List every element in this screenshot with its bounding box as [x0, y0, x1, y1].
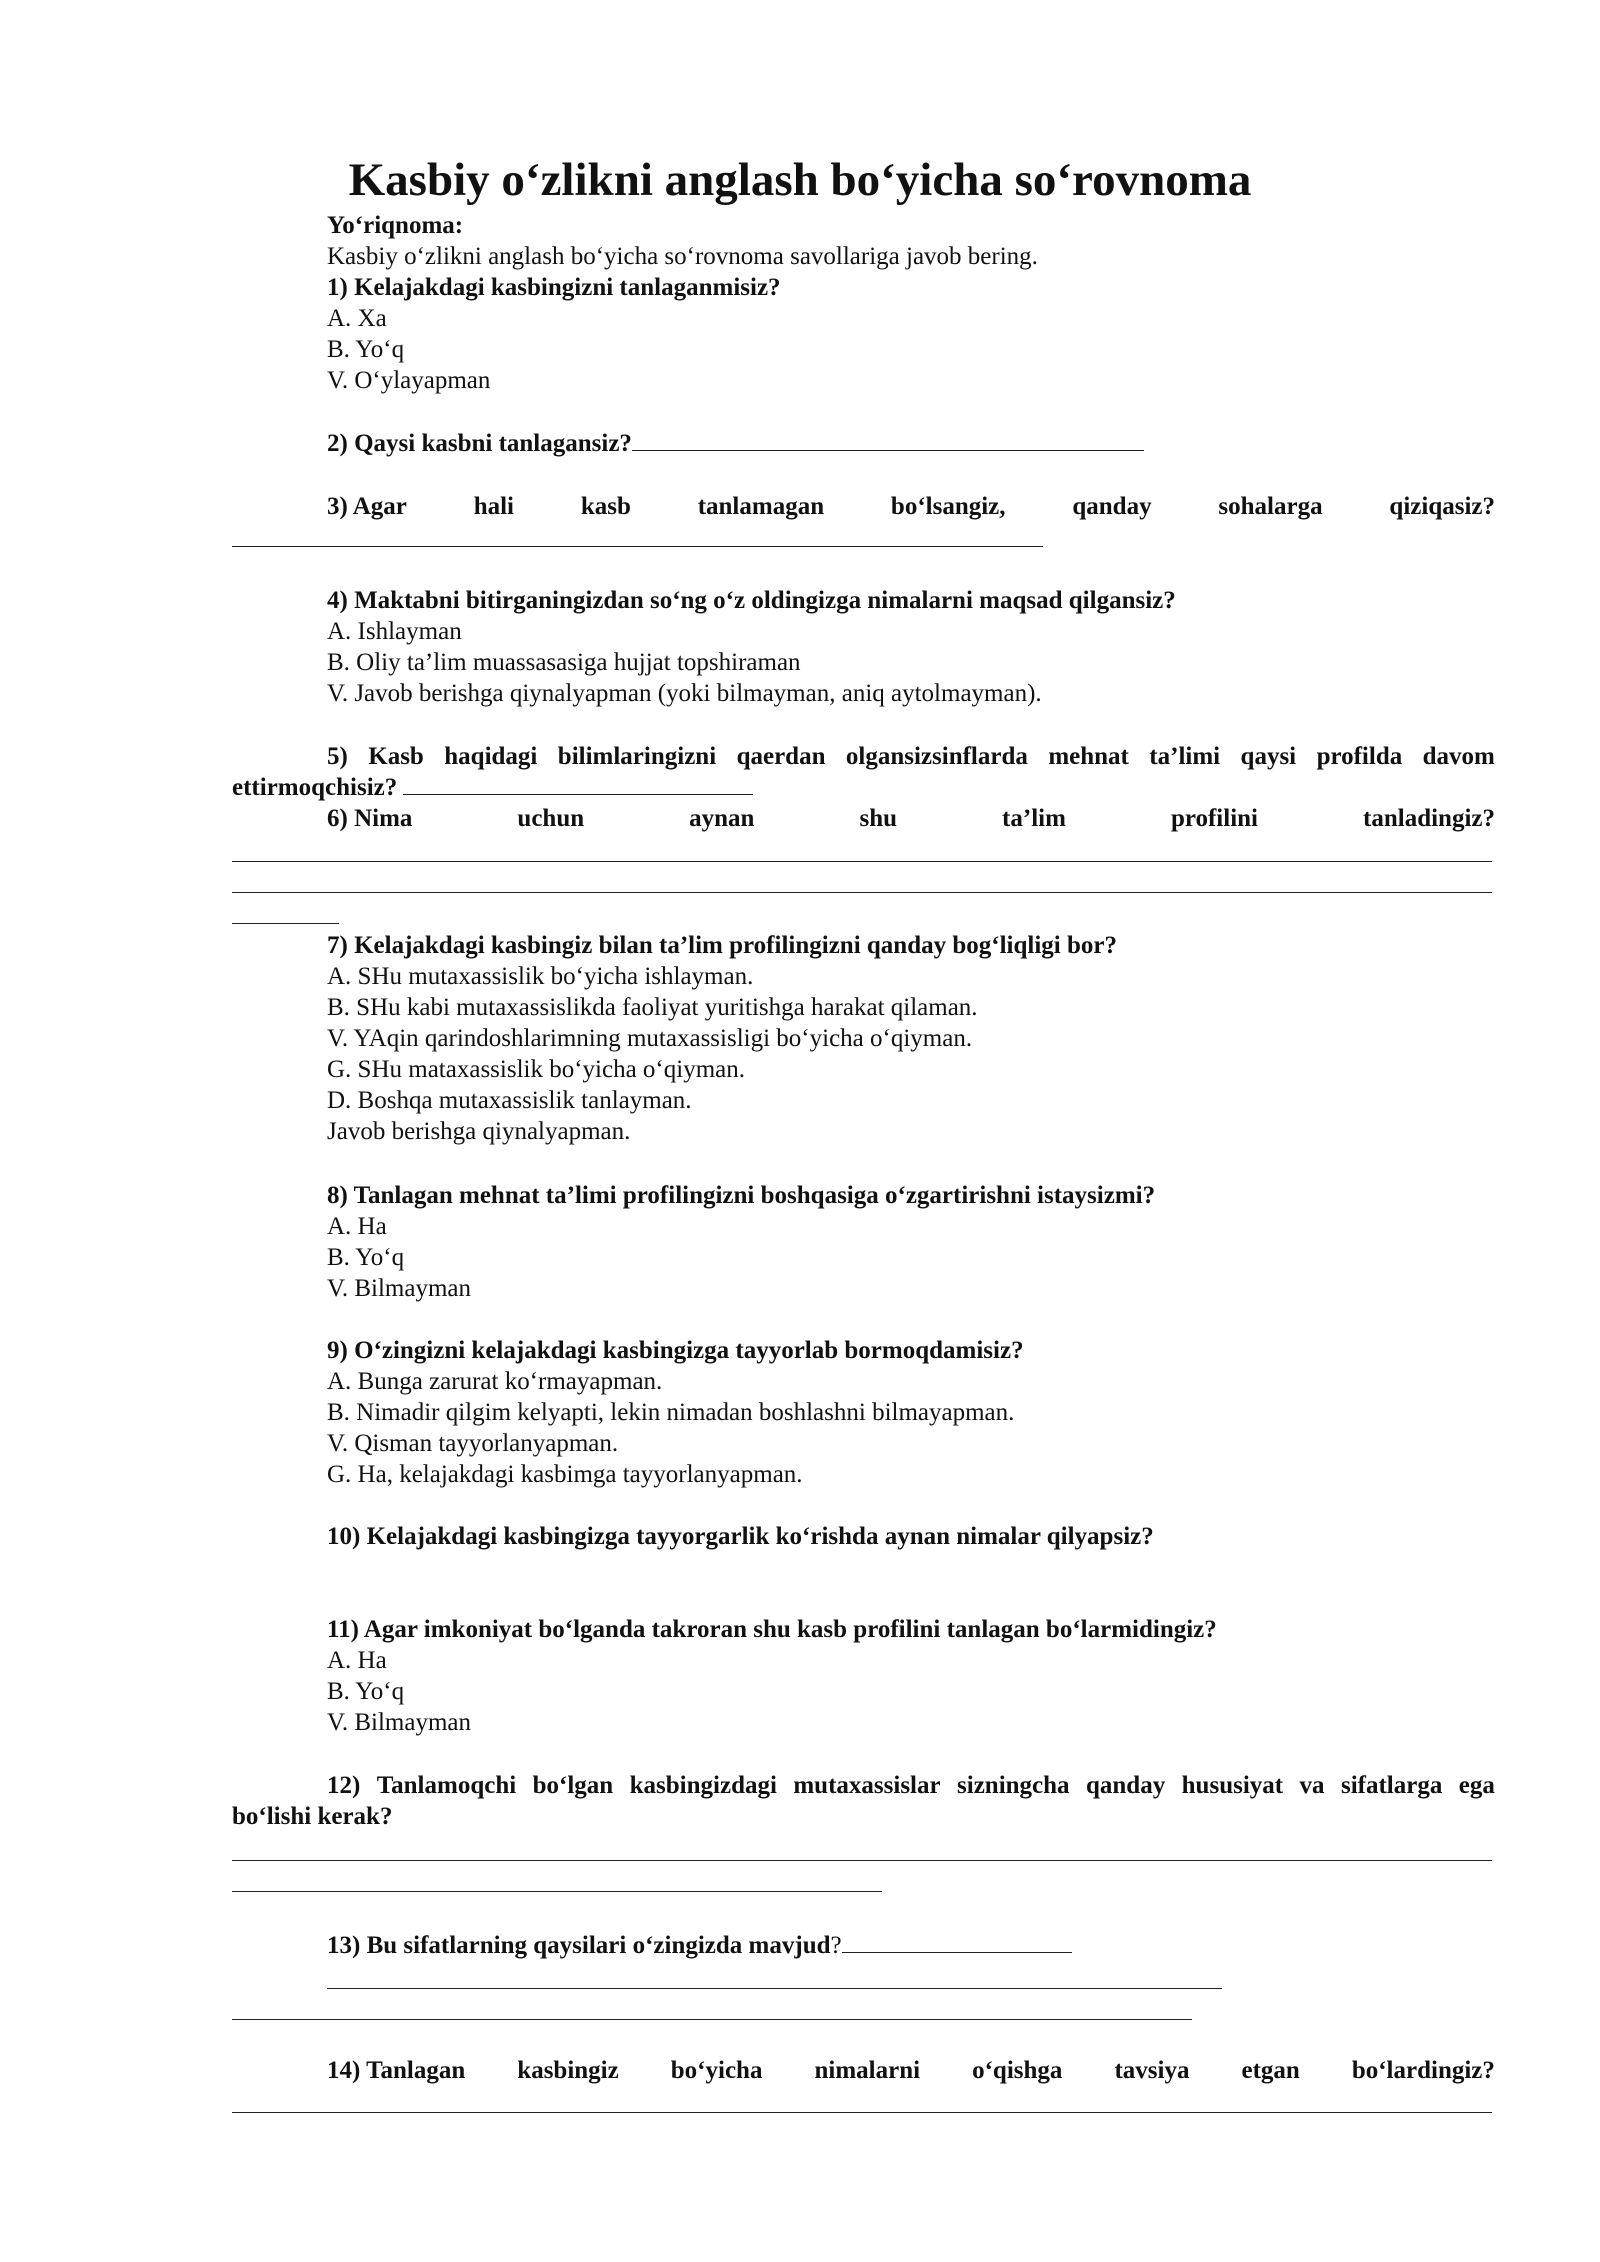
question-12-continuation: bo‘lishi kerak? — [232, 1803, 393, 1830]
answer-line-q13-inline[interactable] — [842, 1930, 1072, 1953]
answer-line-q2[interactable] — [632, 428, 1144, 451]
q14-word: 14) Tanlagan — [327, 2057, 466, 2084]
question-2 — [327, 428, 1144, 459]
q12-word: sizningcha — [957, 1772, 1070, 1799]
q5-word: ta’limi — [1149, 743, 1221, 770]
q5-word: profilda — [1316, 743, 1403, 770]
q6-word: 6) Nima — [327, 805, 413, 832]
q6-word: ta’lim — [1002, 805, 1066, 832]
q9-option-v: V. Qisman tayyorlanyapman. — [327, 1430, 619, 1457]
page-title: Kasbiy o‘zlikni anglash bo‘yicha so‘rovnoma — [348, 154, 1252, 206]
q9-option-a: A. Bunga zarurat ko‘rmayapman. — [327, 1368, 663, 1395]
q12-word: bo‘lgan — [532, 1772, 614, 1799]
instruction-text: Kasbiy o‘zlikni anglash bo‘yicha so‘rovnoma savollariga javob bering. — [327, 243, 1038, 270]
q5-word: qaerdan — [736, 743, 826, 770]
q12-word: kasbingizdagi — [629, 1772, 777, 1799]
q3-word: hali — [473, 493, 514, 520]
q12-word: va — [1299, 1772, 1325, 1799]
q11-option-v: V. Bilmayman — [327, 1709, 471, 1736]
q5-word: 5) — [327, 743, 348, 770]
question-1: 1) Kelajakdagi kasbingizni tanlaganmisiz? — [327, 274, 781, 301]
q12-word: qanday — [1086, 1772, 1166, 1799]
question-5-line-2 — [232, 772, 753, 803]
answer-line-q12-2[interactable] — [232, 1891, 882, 1892]
answer-line-q12-1[interactable] — [232, 1860, 1492, 1861]
q12-word: sifatlarga — [1340, 1772, 1443, 1799]
question-5-continuation: ettirmoqchisiz? — [232, 774, 398, 801]
instruction-heading: Yo‘riqnoma: — [327, 212, 464, 239]
question-7: 7) Kelajakdagi kasbingiz bilan ta’lim profilingizni qanday bog‘liqligi bor? — [327, 932, 1117, 959]
question-13-text: 13) Bu sifatlarning qaysilari o‘zingizda mavjud — [327, 1932, 831, 1959]
question-2-text: 2) Qaysi kasbni tanlagansiz? — [327, 430, 632, 457]
q6-word: aynan — [689, 805, 755, 832]
q7-option-d: D. Boshqa mutaxassislik tanlayman. — [327, 1087, 692, 1114]
answer-line-q13-1[interactable] — [327, 1988, 1222, 1989]
q4-option-b: B. Oliy ta’lim muassasasiga hujjat topshiraman — [327, 649, 801, 676]
q12-word: 12) — [327, 1772, 361, 1799]
q14-word: o‘qishga — [972, 2057, 1063, 2084]
q9-option-g: G. Ha, kelajakdagi kasbimga tayyorlanyapman. — [327, 1461, 803, 1488]
answer-line-q14[interactable] — [232, 2112, 1492, 2113]
question-4: 4) Maktabni bitirganingizdan so‘ng o‘z oldingizga nimalarni maqsad qilgansiz? — [327, 587, 1176, 614]
question-14 — [327, 2055, 1495, 2086]
q3-word: tanlamagan — [697, 493, 825, 520]
q12-word: ega — [1458, 1772, 1495, 1799]
q6-word: uchun — [517, 805, 585, 832]
question-10: 10) Kelajakdagi kasbingizga tayyorgarlik ko‘rishda aynan nimalar qilyapsiz? — [327, 1523, 1154, 1550]
q14-word: bo‘lardingiz? — [1351, 2057, 1495, 2084]
q1-option-a: A. Xa — [327, 305, 387, 332]
answer-line-q6-2[interactable] — [232, 892, 1492, 893]
question-8: 8) Tanlagan mehnat ta’limi profilingizni boshqasiga o‘zgartirishni istaysizmi? — [327, 1182, 1156, 1209]
q11-option-b: B. Yo‘q — [327, 1678, 405, 1705]
q14-word: etgan — [1241, 2057, 1300, 2084]
q3-word: qiziqasiz? — [1389, 493, 1495, 520]
q8-option-a: A. Ha — [327, 1213, 387, 1240]
q12-word: hususiyat — [1181, 1772, 1284, 1799]
q8-option-v: V. Bilmayman — [327, 1275, 471, 1302]
q4-option-v: V. Javob berishga qiynalyapman (yoki bilmayman, aniq aytolmayman). — [327, 680, 1042, 707]
q5-word: mehnat — [1048, 743, 1129, 770]
q14-word: nimalarni — [814, 2057, 921, 2084]
answer-line-q3[interactable] — [232, 546, 1043, 547]
question-5 — [327, 741, 1495, 772]
question-12 — [327, 1770, 1495, 1801]
q9-option-b: B. Nimadir qilgim kelyapti, lekin nimadan boshlashni bilmayapman. — [327, 1399, 1015, 1426]
q14-word: tavsiya — [1114, 2057, 1190, 2084]
q5-word: Kasb — [368, 743, 424, 770]
question-13 — [327, 1930, 1072, 1961]
q3-word: sohalarga — [1218, 493, 1323, 520]
q5-word: olgansizsinflarda — [845, 743, 1028, 770]
q5-word: haqidagi — [444, 743, 538, 770]
q6-word: tanladingiz? — [1363, 805, 1495, 832]
answer-line-q6-1[interactable] — [232, 861, 1492, 862]
q5-word: bilimlaringizni — [557, 743, 717, 770]
q3-word: 3) Agar — [327, 493, 407, 520]
q12-word: mutaxassislar — [793, 1772, 941, 1799]
question-13-mark: ? — [830, 1932, 842, 1959]
q3-word: qanday — [1072, 493, 1152, 520]
q3-word: bo‘lsangiz, — [890, 493, 1006, 520]
q7-option-g: G. SHu mataxassislik bo‘yicha o‘qiyman. — [327, 1056, 745, 1083]
q6-word: shu — [859, 805, 898, 832]
q11-option-a: A. Ha — [327, 1647, 387, 1674]
answer-line-q6-3[interactable] — [232, 923, 339, 924]
q7-option-other: Javob berishga qiynalyapman. — [327, 1118, 631, 1145]
q4-option-a: A. Ishlayman — [327, 618, 462, 645]
question-3 — [327, 491, 1495, 522]
q8-option-b: B. Yo‘q — [327, 1244, 405, 1271]
answer-line-q13-2[interactable] — [232, 2019, 1192, 2020]
q12-word: Tanlamoqchi — [376, 1772, 517, 1799]
question-6 — [327, 803, 1495, 834]
question-9: 9) O‘zingizni kelajakdagi kasbingizga tayyorlab bormoqdamisiz? — [327, 1337, 1024, 1364]
q5-word: davom — [1422, 743, 1495, 770]
q5-word: qaysi — [1240, 743, 1297, 770]
question-11: 11) Agar imkoniyat bo‘lganda takroran shu kasb profilini tanlagan bo‘larmidingiz? — [327, 1616, 1217, 1643]
q1-option-v: V. O‘ylayapman — [327, 367, 491, 394]
q7-option-a: A. SHu mutaxassislik bo‘yicha ishlayman. — [327, 963, 754, 990]
q6-word: profilini — [1170, 805, 1258, 832]
q3-word: kasb — [580, 493, 631, 520]
q7-option-v: V. YAqin qarindoshlarimning mutaxassisligi bo‘yicha o‘qiyman. — [327, 1025, 973, 1052]
q7-option-b: B. SHu kabi mutaxassislikda faoliyat yuritishga harakat qilaman. — [327, 994, 978, 1021]
answer-line-q5[interactable] — [403, 772, 753, 795]
q1-option-b: B. Yo‘q — [327, 336, 405, 363]
q14-word: kasbingiz — [517, 2057, 619, 2084]
q14-word: bo‘yicha — [670, 2057, 763, 2084]
